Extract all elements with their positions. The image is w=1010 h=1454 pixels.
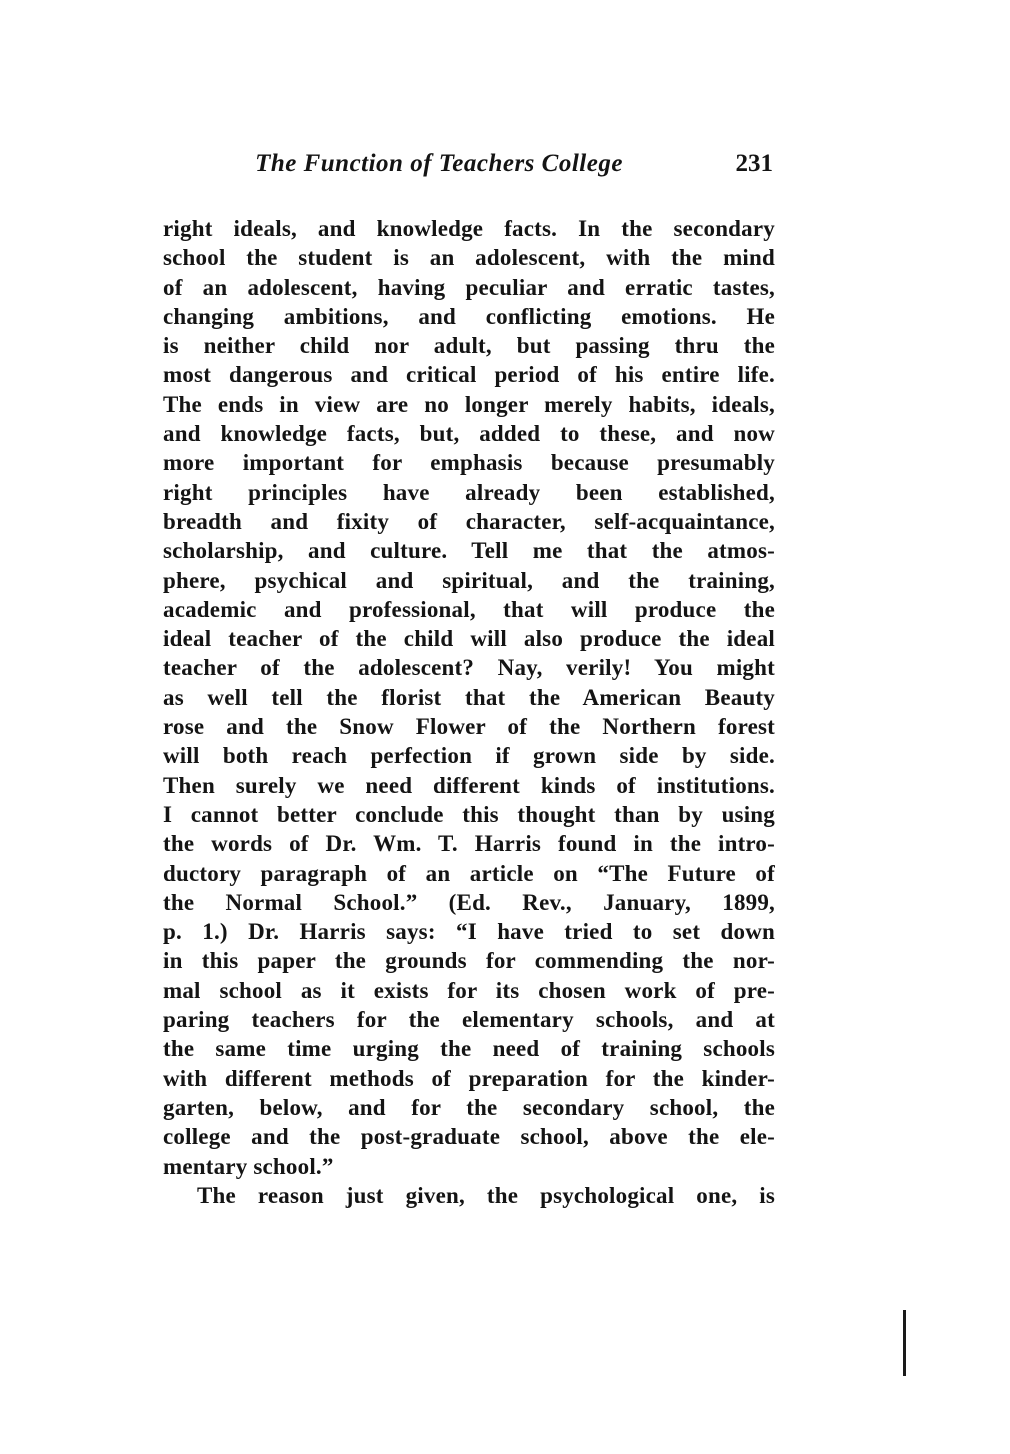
text-line: the same time urging the need of training schools xyxy=(163,1036,775,1062)
text-line: Then surely we need different kinds of institutions. xyxy=(163,772,775,798)
text-line: right principles have already been established, xyxy=(163,479,775,505)
text-line: right ideals, and knowledge facts. In the secondary xyxy=(163,216,775,241)
text-line: will both reach perfection if grown side by side. xyxy=(163,743,775,769)
text-line: the words of Dr. Wm. T. Harris found in the intro- xyxy=(163,831,775,857)
text-line: The ends in view are no longer merely habits, ideals, xyxy=(163,391,775,417)
chapter-title: The Function of Teachers College xyxy=(255,150,623,177)
text-line: I cannot better conclude this thought than by using xyxy=(163,801,775,827)
text-line: mal school as it exists for its chosen work of pre- xyxy=(163,977,775,1003)
text-line: paring teachers for the elementary schools, and at xyxy=(163,1007,775,1033)
text-line: mentary school.” xyxy=(163,1153,334,1179)
text-line: more important for emphasis because presumably xyxy=(163,450,775,476)
running-head xyxy=(163,150,775,184)
text-line: of an adolescent, having peculiar and erratic tastes, xyxy=(163,274,775,300)
text-line: breadth and fixity of character, self-acquaintance, xyxy=(163,508,775,534)
text-line: garten, below, and for the secondary school, the xyxy=(163,1094,775,1120)
text-line: school the student is an adolescent, with the mind xyxy=(163,245,775,271)
text-line: scholarship, and culture. Tell me that the atmos- xyxy=(163,538,775,564)
text-line: with different methods of preparation for the kinder- xyxy=(163,1065,775,1091)
page-number: 231 xyxy=(735,150,773,177)
paragraph-1 xyxy=(163,214,775,1181)
text-line: the Normal School.” (Ed. Rev., January, 1899, xyxy=(163,889,775,915)
text-line: academic and professional, that will produce the xyxy=(163,596,775,622)
text-line: as well tell the florist that the American Beauty xyxy=(163,684,775,710)
text-line: rose and the Snow Flower of the Northern forest xyxy=(163,714,775,740)
text-line: p. 1.) Dr. Harris says: “I have tried to set down xyxy=(163,919,775,945)
paragraph-2 xyxy=(163,1181,775,1210)
text-line: teacher of the adolescent? Nay, verily! You might xyxy=(163,655,775,681)
text-line: in this paper the grounds for commending the nor- xyxy=(163,948,775,974)
text-line: and knowledge facts, but, added to these, and now xyxy=(163,421,775,447)
text-line: college and the post-graduate school, above the ele- xyxy=(163,1124,775,1150)
text-line: is neither child nor adult, but passing thru the xyxy=(163,333,775,359)
text-line: most dangerous and critical period of his entire life. xyxy=(163,362,775,388)
scan-artifact-line xyxy=(903,1310,906,1376)
text-line: changing ambitions, and conflicting emotions. He xyxy=(163,303,775,329)
text-block xyxy=(163,150,775,1210)
text-line: The reason just given, the psychological one, is xyxy=(197,1182,775,1208)
text-line: phere, psychical and spiritual, and the training, xyxy=(163,567,775,593)
text-line: ideal teacher of the child will also produce the ideal xyxy=(163,626,775,652)
text-line: ductory paragraph of an article on “The Future of xyxy=(163,860,775,886)
